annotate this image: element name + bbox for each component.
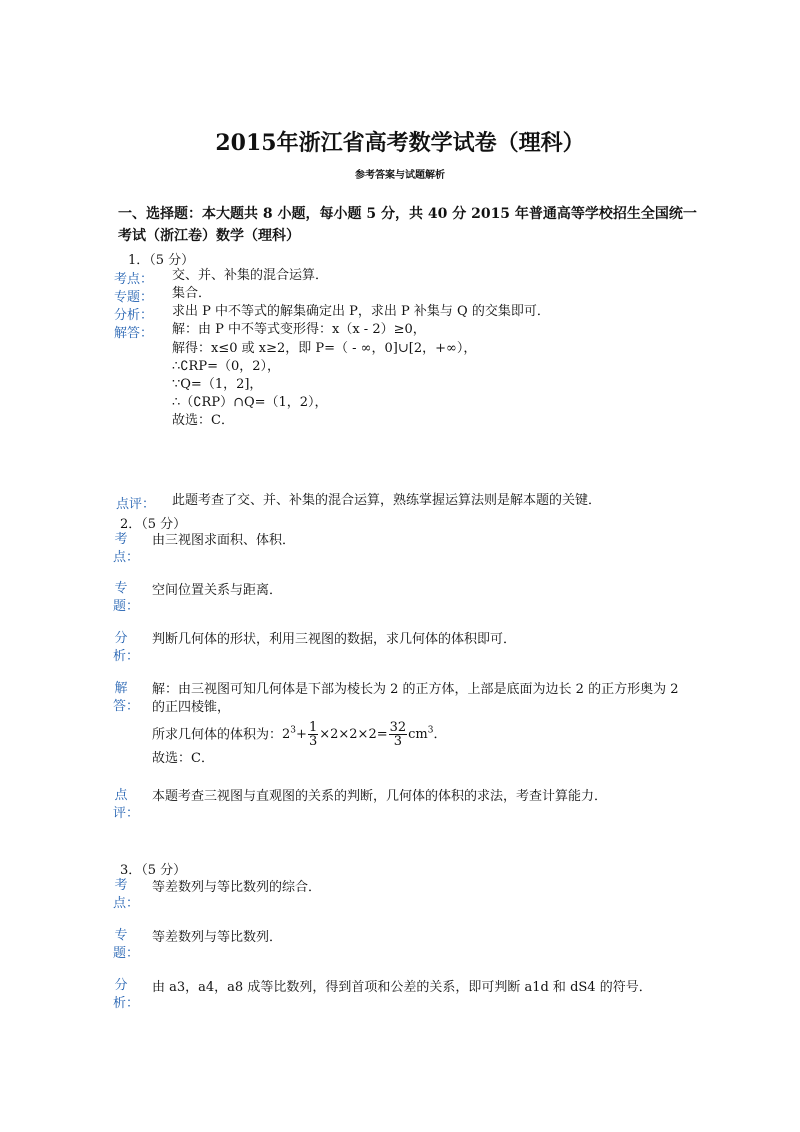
q3-kaodian-text: 等差数列与等比数列的综合． — [152, 880, 322, 895]
q1-kaodian-text: 交、并、补集的混合运算． — [172, 268, 329, 283]
fraction-one-third — [308, 721, 318, 748]
q2-kaodian-label: 考点： — [113, 532, 140, 565]
q1-dianping-text: 此题考查了交、并、补集的混合运算，熟练掌握运算法则是解本题的关键． — [172, 493, 602, 508]
page-subtitle: 参考答案与试题解析 — [355, 170, 445, 181]
fraction-numerator: 1 — [308, 720, 318, 736]
q1-fenxi-label: 分析： — [114, 308, 154, 323]
formula-product: ×2×2×2= — [319, 727, 388, 743]
q3-number: 3．（5 分） — [120, 863, 187, 878]
fraction-numerator: 32 — [389, 720, 407, 736]
q1-jieda-line: ∴（∁RP）∩Q=（1，2）， — [172, 395, 328, 410]
q3-fenxi-label: 分析： — [113, 978, 140, 1011]
q2-fenxi-text: 判断几何体的形状，利用三视图的数据，求几何体的体积即可． — [152, 632, 517, 647]
q2-jieda-line1: 解：由三视图可知几何体是下部为棱长为 2 的正方体，上部是底面为边长 2 的正方形奥为 2 — [152, 682, 679, 697]
formula-unit-exp: 3 — [427, 726, 434, 736]
q2-fenxi-label: 分析： — [113, 631, 140, 664]
q3-zhuanti-text: 等差数列与等比数列． — [152, 930, 283, 945]
q3-kaodian-label: 考点： — [113, 878, 140, 911]
section-heading-line1: 一、选择题：本大题共 8 小题，每小题 5 分，共 40 分 2015 年普通高等学校招生全国统一 — [118, 206, 697, 222]
section-heading-line2: 考试（浙江卷）数学（理科） — [118, 228, 300, 244]
q1-jieda-line: 故选：C． — [172, 413, 234, 428]
q1-kaodian-label: 考点： — [114, 272, 154, 287]
q2-jieda-label: 解答： — [113, 681, 140, 714]
q2-kaodian-text: 由三视图求面积、体积． — [152, 533, 296, 548]
q1-jieda-label: 解答： — [114, 326, 154, 341]
formula-base: 2 — [282, 727, 291, 743]
q1-zhuanti-text: 集合． — [172, 286, 212, 301]
q1-jieda-line: ∴∁RP=（0，2）， — [172, 359, 281, 374]
formula-unit: cm — [408, 727, 428, 743]
formula-plus: + — [296, 727, 307, 743]
formula-exp: 3 — [290, 726, 297, 736]
q1-number: 1．（5 分） — [128, 253, 195, 268]
q2-dianping-text: 本题考查三视图与直观图的关系的判断，几何体的体积的求法，考查计算能力． — [152, 789, 608, 804]
q1-jieda-line: 解得：x≤0 或 x≥2，即 P=（ - ∞，0]∪[2，+∞）， — [172, 341, 477, 356]
q2-number: 2．（5 分） — [120, 517, 187, 532]
q2-jieda-line3-text: 所求几何体的体积为： — [152, 727, 283, 743]
q1-jieda-line: 解：由 P 中不等式变形得：x（x - 2）≥0， — [172, 322, 426, 337]
q2-jieda-line4: 故选：C． — [152, 751, 214, 766]
fraction-denominator: 3 — [393, 734, 403, 750]
q1-zhuanti-label: 专题： — [114, 290, 154, 305]
q3-fenxi-text: 由 a3，a4，a8 成等比数列，得到首项和公差的关系，即可判断 a1d 和 dS4 的符号． — [152, 980, 652, 995]
volume-formula — [282, 720, 447, 750]
page-title: 2015年浙江省高考数学试卷（理科） — [215, 130, 585, 156]
q2-dianping-label: 点评： — [113, 788, 140, 821]
q1-dianping-label: 点评： — [116, 497, 156, 512]
q2-jieda-line3 — [152, 716, 447, 750]
q1-jieda-line: ∵Q=（1，2]， — [172, 377, 263, 392]
q2-jieda-line2: 的正四棱锥， — [152, 700, 231, 715]
q3-zhuanti-label: 专题： — [113, 928, 140, 961]
q2-zhuanti-text: 空间位置关系与距离． — [152, 583, 283, 598]
fraction-result — [389, 721, 408, 748]
fraction-denominator: 3 — [308, 734, 318, 750]
q1-fenxi-text: 求出 P 中不等式的解集确定出 P，求出 P 补集与 Q 的交集即可． — [172, 304, 550, 319]
q2-zhuanti-label: 专题： — [113, 581, 140, 614]
formula-end: ． — [433, 727, 447, 743]
